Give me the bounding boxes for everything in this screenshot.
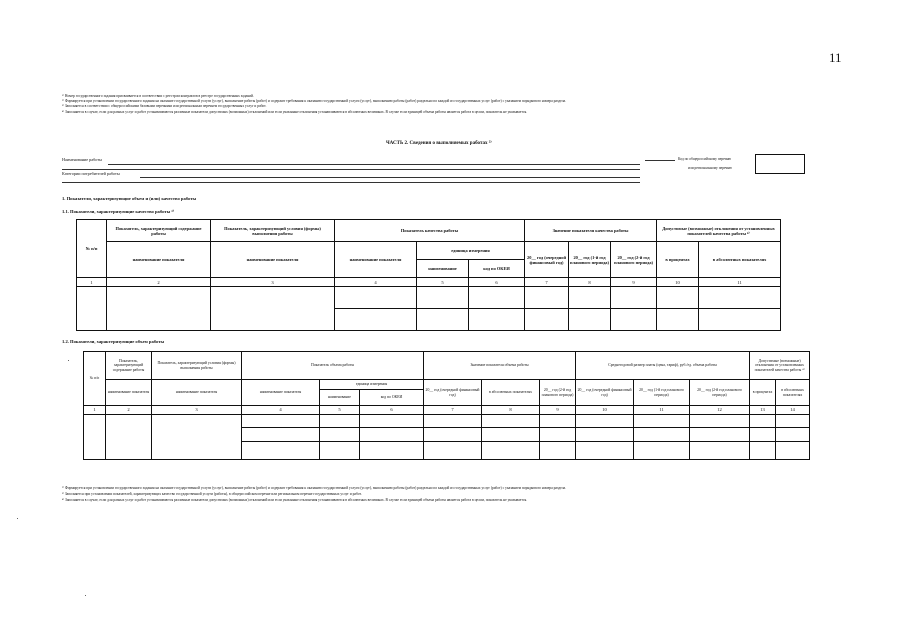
cell[interactable] [360, 428, 424, 442]
cell[interactable] [540, 428, 576, 442]
col-v-year-second: 20__ год (2-й год планового периода) [540, 380, 576, 406]
cell[interactable] [84, 415, 106, 460]
cell[interactable] [482, 415, 540, 428]
col-content: Показатель, характеризующий содержание работы [106, 352, 152, 380]
cell[interactable] [576, 428, 634, 442]
cell[interactable] [569, 309, 611, 331]
cell[interactable] [469, 287, 525, 309]
cell[interactable] [242, 415, 320, 428]
col-number: 13 [750, 406, 776, 415]
col-deviation: Допустимые (возможные) отклонения от установленных показателей качества работы ⁴⁾ [657, 220, 781, 242]
cell[interactable] [750, 442, 776, 460]
cell[interactable] [657, 309, 699, 331]
col-quality: Показатель качества работы [335, 220, 525, 242]
col-number: 10 [657, 278, 699, 287]
cell[interactable] [634, 428, 690, 442]
col-unit: единица измерения [320, 380, 424, 390]
cell[interactable] [424, 428, 482, 442]
cell[interactable] [699, 309, 781, 331]
scan-speck [85, 595, 86, 596]
work-name-line [108, 164, 640, 165]
col-number: 9 [540, 406, 576, 415]
footnote: ⁴⁾ Заполняется в случае, если для разных услуг и работ устанавливаются различные показатели допустимых (возможных) отклонений или если указанные отклонения устанавливаются в абсолютных величинах. В случае если единицей объема работы является работа в целом, показатель не указывается. [62, 498, 528, 502]
cell[interactable] [106, 415, 152, 460]
col-content: Показатель, характеризующий содержание работы [107, 220, 211, 242]
col-number: 12 [690, 406, 750, 415]
cell[interactable] [482, 442, 540, 460]
cell[interactable] [417, 309, 469, 331]
cell[interactable] [424, 442, 482, 460]
cell[interactable] [320, 442, 360, 460]
code-short-line [645, 160, 675, 161]
cell[interactable] [77, 287, 107, 331]
scan-speck [17, 518, 18, 519]
col-volume-name: наименование показателя [242, 380, 320, 406]
cell[interactable] [469, 309, 525, 331]
cell[interactable] [569, 287, 611, 309]
col-p-year-first: 20__ год (1-й год планового периода) [634, 380, 690, 406]
footnote: ²⁾ Формируется при установлении государственного задания на оказание государственной услуги (услуг), выполнение работы (работ) и содержит требования к оказанию государственной услуги (услуг), выполнению работы (работ) раздельно по каждой из государственных услуг (работ) с указанием порядкового номера раздела. [62, 486, 567, 490]
col-content-name: наименование показателя [106, 380, 152, 406]
cell[interactable] [424, 415, 482, 428]
col-year-first: 20__ год (1-й год планового периода) [569, 242, 611, 278]
col-number: 10 [576, 406, 634, 415]
col-number: 5 [320, 406, 360, 415]
cell[interactable] [634, 415, 690, 428]
cell[interactable] [335, 287, 417, 309]
col-number: 7 [424, 406, 482, 415]
col-conditions-name: наименование показателя [211, 242, 335, 278]
section-title: 1. Показатели, характеризующие объем и (или) качество работы [62, 196, 197, 201]
col-number: 8 [482, 406, 540, 415]
col-number: 2 [107, 278, 211, 287]
col-year-current: 20__ год (очередной финансовый год) [525, 242, 569, 278]
col-number: 7 [525, 278, 569, 287]
code-label-2: или региональному перечню [688, 166, 732, 170]
cell[interactable] [242, 442, 320, 460]
col-v-year-current: 20__ год (очередной финансовый год) [424, 380, 482, 406]
cell[interactable] [690, 415, 750, 428]
col-num: № п/п [84, 352, 106, 406]
table-row [84, 415, 810, 428]
col-conditions: Показатель, характеризующий условия (формы) выполнения работы [152, 352, 242, 380]
col-number: 11 [634, 406, 690, 415]
col-deviation: Допустимые (возможные) отклонения от установленных показателей качества работы ⁴⁾ [750, 352, 810, 380]
col-number: 6 [469, 278, 525, 287]
col-conditions: Показатель, характеризующий условия (формы) выполнения работы [211, 220, 335, 242]
col-number: 14 [776, 406, 810, 415]
footnote: ³⁾ Заполняется при установлении показателей, характеризующих качество государственной услуги (работы), в общероссийском перечне или региональном перечне государственных услуг и работ. [62, 492, 362, 496]
col-unit: единица измерения [417, 242, 525, 260]
cell[interactable] [699, 287, 781, 309]
table-row [77, 287, 781, 309]
cell[interactable] [690, 428, 750, 442]
consumers-line-2 [62, 182, 640, 183]
footnote: ⁴⁾ Заполняется в случае, если для разных услуг и работ устанавливаются различные показатели допустимых (возможных) отклонений или если указанные отклонения устанавливаются в абсолютных величинах. В случае если единицей объема работы является работа в целом, показатель не указывается. [62, 110, 528, 114]
cell[interactable] [335, 309, 417, 331]
col-percent: в процентах [657, 242, 699, 278]
volume-table [83, 351, 810, 460]
col-unit-code: код по ОКЕИ [469, 260, 525, 278]
quality-table [76, 219, 781, 331]
col-v-year-first: в абсолютных показателях [482, 380, 540, 406]
cell[interactable] [576, 442, 634, 460]
col-unit-name: наименование [320, 390, 360, 406]
col-quality-name: наименование показателя [335, 242, 417, 278]
col-number: 1 [84, 406, 106, 415]
cell[interactable] [417, 287, 469, 309]
cell[interactable] [152, 415, 242, 460]
cell[interactable] [525, 287, 569, 309]
cell[interactable] [482, 428, 540, 442]
cell[interactable] [107, 287, 211, 331]
part-title: ЧАСТЬ 2. Сведения о выполняемых работах ²⁾ [386, 141, 492, 146]
col-p-year-second: 20__ год (2-й год планового периода) [690, 380, 750, 406]
col-values: Значение показателя объема работы [424, 352, 576, 380]
page-number: 11 [829, 50, 842, 65]
cell[interactable] [525, 309, 569, 331]
col-number: 4 [335, 278, 417, 287]
col-values: Значение показателя качества работы [525, 220, 657, 242]
col-number: 9 [611, 278, 657, 287]
col-number: 5 [417, 278, 469, 287]
cell[interactable] [211, 287, 335, 331]
cell[interactable] [611, 287, 657, 309]
cell[interactable] [776, 415, 810, 428]
col-p-year-current: 20__ год (очередной финансовый год) [576, 380, 634, 406]
col-absolute: в абсолютных показателях [699, 242, 781, 278]
cell[interactable] [690, 442, 750, 460]
cell[interactable] [242, 428, 320, 442]
col-number: 11 [699, 278, 781, 287]
cell[interactable] [540, 415, 576, 428]
cell[interactable] [634, 442, 690, 460]
col-unit-name: наименование [417, 260, 469, 278]
cell[interactable] [611, 309, 657, 331]
code-label: Код по общероссийскому перечню [678, 157, 732, 161]
footnote: ²⁾ Формируется при установлении государственного задания на оказание государственной услуги (услуг), выполнение работы (работ) и содержит требования к оказанию государственной услуги (услуг), выполнению работы (работ) раздельно по каждой из государственных услуг (работ) с указанием порядкового номера раздела. [62, 99, 567, 103]
col-conditions-name: наименование показателя [152, 380, 242, 406]
col-percent: в процентах [750, 380, 776, 406]
col-number: 8 [569, 278, 611, 287]
scan-speck [68, 360, 69, 361]
col-absolute: в абсолютных показателях [776, 380, 810, 406]
col-price: Среднегодовой размер платы (цена, тариф), руб./ед. объема работы [576, 352, 750, 380]
cell[interactable] [576, 415, 634, 428]
cell[interactable] [776, 442, 810, 460]
cell[interactable] [776, 428, 810, 442]
cell[interactable] [657, 287, 699, 309]
col-content-name: наименование показателя [107, 242, 211, 278]
col-number: 1 [77, 278, 107, 287]
table1-title: 1.1. Показатели, характеризующие качество работы ³⁾ [62, 209, 175, 214]
col-number: 6 [360, 406, 424, 415]
cell[interactable] [360, 415, 424, 428]
col-number: 3 [152, 406, 242, 415]
cell[interactable] [320, 415, 360, 428]
col-unit-code: код по ОКЕИ [360, 390, 424, 406]
cell[interactable] [540, 442, 576, 460]
code-box[interactable] [755, 154, 805, 174]
cell[interactable] [750, 415, 776, 428]
consumers-label: Категории потребителей работы [62, 171, 120, 176]
cell[interactable] [360, 442, 424, 460]
footnote: ¹⁾ Номер государственного задания присваивается в соответствии с реестром контрактов в реестре государственных заданий. [62, 94, 254, 98]
work-name-label: Наименование работы [62, 157, 102, 162]
col-year-second: 20__ год (2-й год планового периода) [611, 242, 657, 278]
col-volume: Показатель объема работы [242, 352, 424, 380]
cell[interactable] [320, 428, 360, 442]
col-number: 2 [106, 406, 152, 415]
table2-title: 1.2. Показатели, характеризующие объем работы [62, 339, 165, 344]
footnote: ³⁾ Заполняется в соответствии с общероссийскими базовыми перечнями или региональным перечнем государственных услуг и работ. [62, 104, 267, 108]
work-name-line-2 [62, 169, 640, 170]
col-number: 4 [242, 406, 320, 415]
col-number: 3 [211, 278, 335, 287]
cell[interactable] [750, 428, 776, 442]
col-num: № п/п [77, 220, 107, 278]
consumers-line [140, 177, 640, 178]
